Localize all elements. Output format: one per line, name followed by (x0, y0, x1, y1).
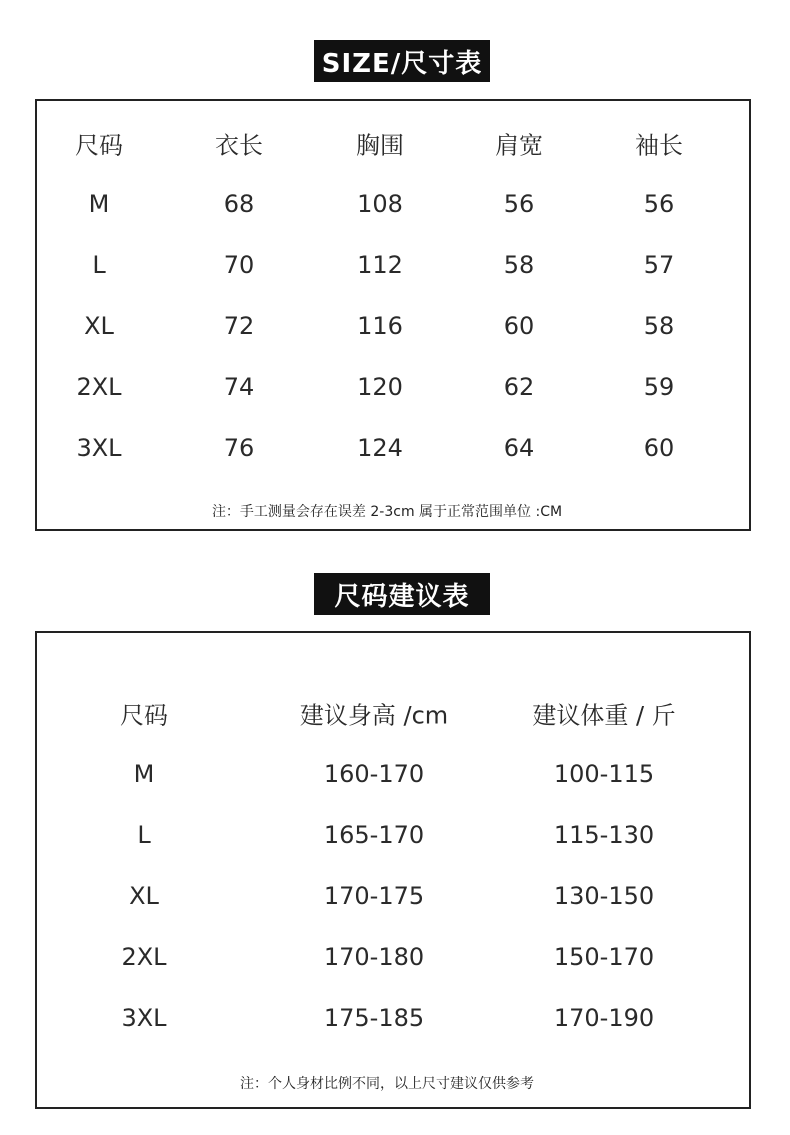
table-cell: 170-180 (323, 943, 425, 971)
row-size-label: 3XL (121, 1004, 167, 1032)
table-cell: 58 (503, 251, 535, 279)
table-cell: 165-170 (323, 821, 425, 849)
table-cell: 62 (503, 373, 535, 401)
table-cell: 60 (643, 434, 675, 462)
suggestion-chart-title: 尺码建议表 (314, 573, 490, 615)
row-size-label: XL (84, 312, 114, 340)
table-cell: 150-170 (553, 943, 655, 971)
table-cell: 115-130 (553, 821, 655, 849)
table-note: 注：手工测量会存在误差 2-3cm 属于正常范围单位 :CM (211, 504, 563, 520)
table-note: 注：个人身材比例不同，以上尺寸建议仅供参考 (240, 1076, 534, 1092)
size-chart-table (35, 99, 751, 531)
column-header: 建议身高 /cm (299, 701, 449, 730)
column-header: 建议体重 / 斤 (532, 701, 676, 730)
table-cell: 170-175 (323, 882, 425, 910)
size-chart-title: SIZE/尺寸表 (314, 40, 490, 82)
column-header: 胸围 (356, 131, 404, 160)
table-cell: 112 (357, 251, 403, 279)
table-cell: 120 (357, 373, 403, 401)
row-size-label: L (137, 821, 151, 849)
table-cell: 124 (357, 434, 403, 462)
table-cell: 116 (357, 312, 403, 340)
table-cell: 100-115 (553, 760, 655, 788)
row-size-label: M (88, 190, 110, 218)
column-header: 尺码 (75, 131, 123, 160)
table-cell: 58 (643, 312, 675, 340)
column-header: 衣长 (215, 131, 263, 160)
row-size-label: 3XL (76, 434, 122, 462)
table-cell: 130-150 (553, 882, 655, 910)
column-header: 袖长 (635, 131, 683, 160)
table-cell: 108 (357, 190, 403, 218)
table-cell: 56 (643, 190, 675, 218)
table-cell: 72 (223, 312, 255, 340)
table-cell: 57 (643, 251, 675, 279)
table-cell: 60 (503, 312, 535, 340)
column-header: 尺码 (120, 701, 168, 730)
table-cell: 68 (223, 190, 255, 218)
row-size-label: L (92, 251, 106, 279)
table-cell: 76 (223, 434, 255, 462)
table-cell: 74 (223, 373, 255, 401)
table-cell: 170-190 (553, 1004, 655, 1032)
row-size-label: 2XL (76, 373, 122, 401)
table-cell: 56 (503, 190, 535, 218)
table-cell: 160-170 (323, 760, 425, 788)
row-size-label: M (133, 760, 155, 788)
table-cell: 64 (503, 434, 535, 462)
table-cell: 70 (223, 251, 255, 279)
column-header: 肩宽 (495, 131, 543, 160)
row-size-label: XL (129, 882, 159, 910)
suggestion-chart-table (35, 631, 751, 1109)
table-cell: 175-185 (323, 1004, 425, 1032)
table-cell: 59 (643, 373, 675, 401)
row-size-label: 2XL (121, 943, 167, 971)
